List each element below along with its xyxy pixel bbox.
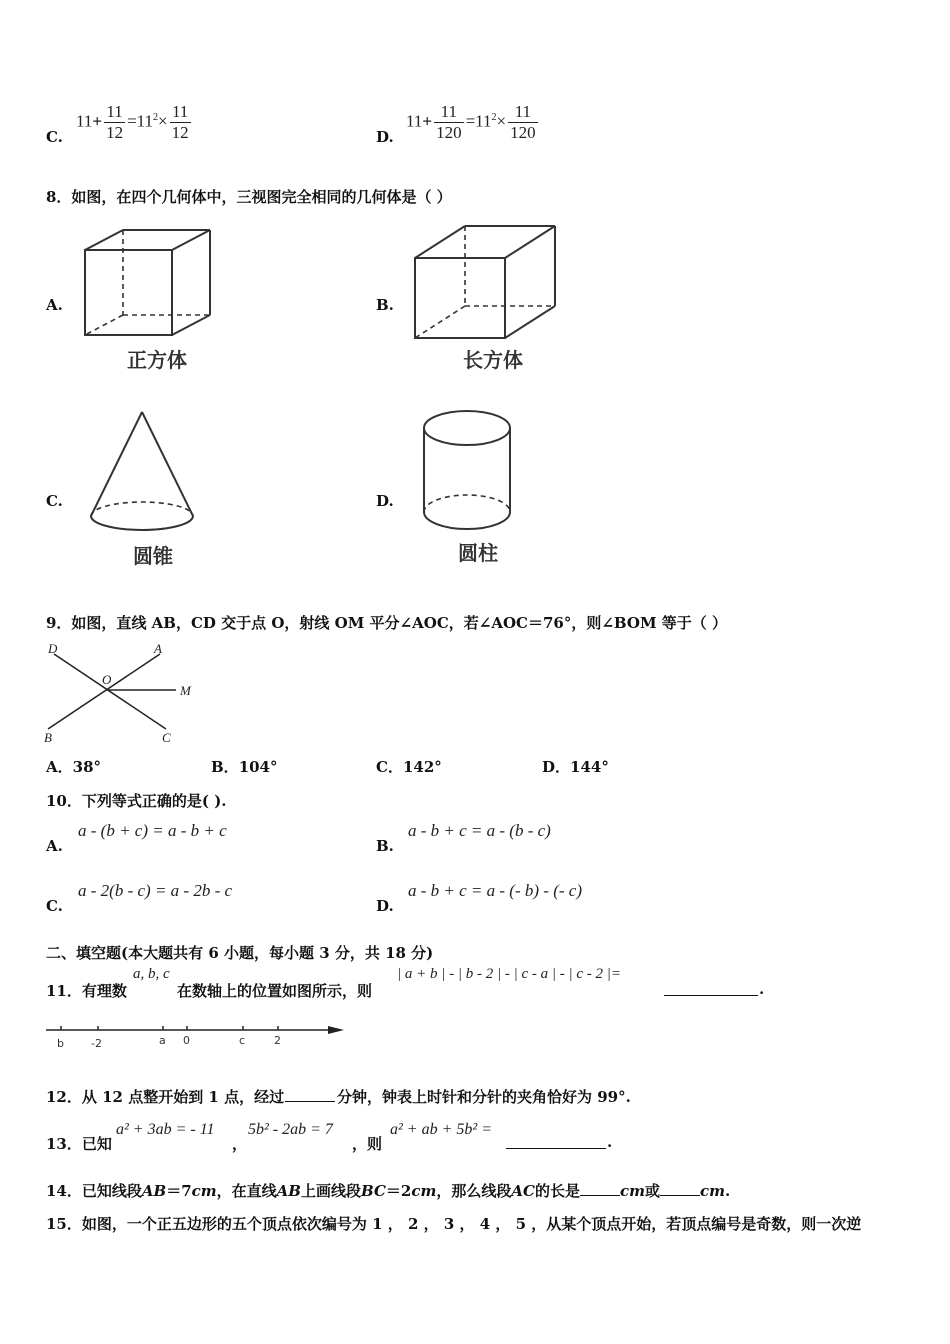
q13-end: .: [607, 1133, 613, 1151]
q9-label-m: M: [180, 683, 191, 698]
q10-option-b-label: B.: [376, 837, 394, 855]
q9-label-a: A: [154, 641, 162, 656]
q14-blank-2: [660, 1181, 700, 1196]
q15-text: 15．如图，一个正五边形的五个顶点依次编号为 1 ， 2 ， 3 ， 4 ， 5 ，从某个顶点开始，若顶点编号是奇数，则一次逆: [46, 1215, 862, 1233]
q9-figure: [40, 640, 200, 746]
q13-expr1: a² + 3ab = - 11: [116, 1121, 215, 1138]
q10-option-d-label: D.: [376, 897, 394, 915]
cylinder-figure: [418, 406, 516, 536]
q12-after: 分钟，钟表上时针和分针的夹角恰好为 99°.: [337, 1088, 631, 1106]
q9-option-a: A．38°: [46, 758, 102, 776]
q9-option-c: C．142°: [376, 758, 442, 776]
q11-vars: a, b, c: [133, 966, 170, 982]
q7-option-d-expr: 11+ $\frac{11}{120}$ $=11^2\times$ $\frac{11}{120}$: [406, 102, 536, 142]
q10-option-c-expr: a - 2(b - c) = a - 2b - c: [78, 881, 233, 900]
axis-label-0: 0: [183, 1034, 190, 1047]
q13-answer-blank: [506, 1131, 606, 1149]
q7c-int: 11: [76, 111, 93, 131]
cube-figure: [80, 226, 215, 341]
q8-caption-c: 圆锥: [133, 544, 173, 568]
section2-title: 二、填空题(本大题共有 6 小题，每小题 3 分，共 18 分): [46, 944, 434, 962]
q13-then: ，则: [352, 1135, 383, 1153]
q14-text: 14．已知线段AB＝7cm，在直线AB上画线段BC＝2cm，那么线段AC的长是 cm或 cm.: [46, 1182, 731, 1200]
q12-before: 12．从 12 点整开始到 1 点，经过: [46, 1088, 285, 1106]
axis-label-neg2: -2: [91, 1037, 102, 1050]
q11-prefix: 11．有理数: [46, 982, 127, 1000]
q10-option-b-expr: a - b + c = a - (b - c): [408, 821, 551, 840]
q9-label-o: O: [102, 672, 112, 687]
q11-middle: 在数轴上的位置如图所示，则: [177, 982, 373, 1000]
q8-text: 8．如图，在四个几何体中，三视图完全相同的几何体是（ ）: [46, 188, 452, 206]
q9-label-b: B: [44, 730, 52, 745]
q7-option-c-expr: 11+ $\frac{11}{12}$ $=11^2\times$ $\frac{11}{12}$: [76, 102, 189, 142]
q7c-frac2: $\frac{11}{12}$: [171, 102, 189, 142]
q11-end: .: [759, 980, 765, 998]
axis-label-a: a: [159, 1034, 166, 1047]
q10-option-a-expr: a - (b + c) = a - b + c: [78, 821, 227, 840]
q8-option-b-label: B.: [376, 296, 394, 314]
q13-sep: ，: [232, 1135, 248, 1153]
q8-option-d-label: D.: [376, 492, 394, 510]
axis-label-b: b: [57, 1037, 64, 1050]
axis-label-c: c: [239, 1034, 246, 1047]
axis-label-2: 2: [274, 1034, 281, 1047]
q8-caption-b: 长方体: [463, 348, 523, 372]
cone-figure: [86, 408, 198, 538]
q10-option-d-expr: a - b + c = a - (- b) - (- c): [408, 881, 582, 900]
q9-label-d: D: [48, 641, 58, 656]
q11-answer-blank: [664, 978, 758, 996]
q10-text: 10．下列等式正确的是( ).: [46, 792, 227, 810]
q13-expr2: 5b² - 2ab = 7: [248, 1121, 333, 1138]
q9-option-d: D．144°: [542, 758, 609, 776]
q8-option-c-label: C.: [46, 492, 63, 510]
q12-answer-blank: [285, 1084, 335, 1102]
q8-caption-d: 圆柱: [458, 541, 498, 565]
q9-option-b: B．104°: [211, 758, 278, 776]
q7c-frac: $\frac{11}{12}$: [106, 102, 124, 142]
q7-option-d-label: D.: [376, 128, 394, 146]
q10-option-c-label: C.: [46, 897, 63, 915]
q10-option-a-label: A.: [46, 837, 63, 855]
q13-prefix: 13．已知: [46, 1135, 112, 1153]
q11-number-line: [44, 1018, 354, 1052]
q11-expr: | a + b | - | b - 2 | - | c - a | - | c - 2 |=: [397, 966, 622, 982]
q7d-frac2: $\frac{11}{120}$: [510, 102, 536, 142]
q9-text: 9．如图，直线 AB，CD 交于点 O，射线 OM 平分∠AOC，若∠AOC＝76°，则∠BOM 等于（ ）: [46, 614, 727, 632]
q9-label-c: C: [162, 730, 171, 745]
cuboid-figure: [410, 222, 560, 342]
q14-blank-1: [580, 1181, 620, 1196]
q7-option-c-label: C.: [46, 128, 63, 146]
q8-caption-a: 正方体: [127, 348, 187, 372]
q8-option-a-label: A.: [46, 296, 63, 314]
q7d-frac: $\frac{11}{120}$: [436, 102, 462, 142]
q13-expr3: a² + ab + 5b² =: [390, 1121, 492, 1138]
